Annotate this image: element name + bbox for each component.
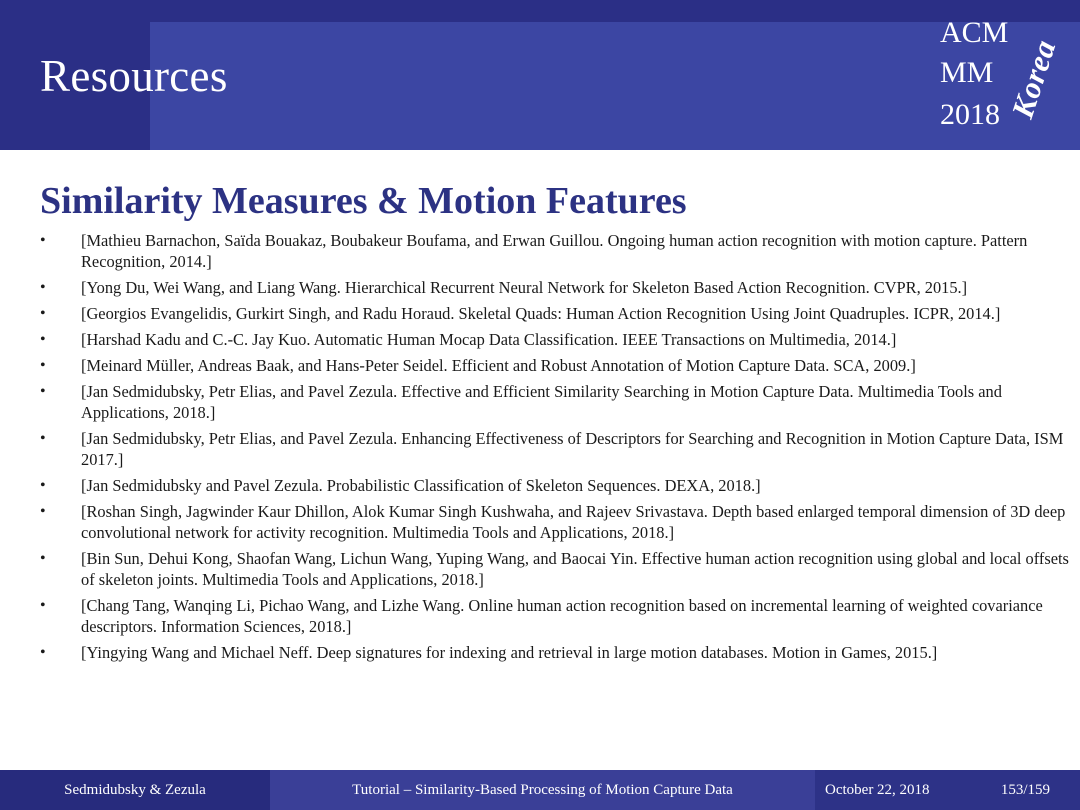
reference-text: [Bin Sun, Dehui Kong, Shaofan Wang, Lichun Wang, Yuping Wang, and Baocai Yin. Effective human action recognition using global and local offsets of skeleton joints. Multimedia Tools and Applications, 2018.] — [81, 549, 1069, 589]
slide-title: Resources — [40, 51, 228, 101]
reference-item — [40, 277, 1070, 298]
reference-item — [40, 381, 1070, 423]
reference-text: [Roshan Singh, Jagwinder Kaur Dhillon, Alok Kumar Singh Kushwaha, and Rajeev Srivastava. Depth based enlarged temporal dimension of 3D deep convolutional network for activity recognition. Multimedia Tools and Applications, 2018.] — [81, 502, 1066, 542]
reference-text: [Yong Du, Wei Wang, and Liang Wang. Hierarchical Recurrent Neural Network for Skeleton Based Action Recognition. CVPR, 2015.] — [81, 278, 968, 297]
bullet-icon: • — [40, 331, 46, 348]
reference-item — [40, 595, 1070, 637]
bullet-icon: • — [40, 383, 46, 400]
reference-list — [40, 230, 1070, 668]
footer-authors: Sedmidubsky & Zezula — [0, 770, 270, 810]
bullet-icon: • — [40, 477, 46, 494]
reference-text: [Mathieu Barnachon, Saïda Bouakaz, Boubakeur Boufama, and Erwan Guillou. Ongoing human action recognition with motion capture. Pattern Recognition, 2014.] — [81, 231, 1028, 271]
footer-bar — [0, 770, 1080, 810]
footer-title: Tutorial – Similarity-Based Processing of Motion Capture Data — [270, 770, 815, 810]
reference-text: [Yingying Wang and Michael Neff. Deep signatures for indexing and retrieval in large motion databases. Motion in Games, 2015.] — [81, 643, 938, 662]
bullet-icon: • — [40, 279, 46, 296]
reference-text: [Jan Sedmidubsky, Petr Elias, and Pavel Zezula. Effective and Efficient Similarity Searching in Motion Capture Data. Multimedia Tools and Applications, 2018.] — [81, 382, 1002, 422]
reference-text: [Harshad Kadu and C.-C. Jay Kuo. Automatic Human Mocap Data Classification. IEEE Transactions on Multimedia, 2014.] — [81, 330, 897, 349]
logo-line-acm: ACM — [940, 16, 1009, 49]
reference-item — [40, 501, 1070, 543]
reference-item — [40, 230, 1070, 272]
logo-korea-text: Korea — [1004, 35, 1063, 123]
bullet-icon: • — [40, 357, 46, 374]
bullet-icon: • — [40, 597, 46, 614]
reference-text: [Jan Sedmidubsky, Petr Elias, and Pavel Zezula. Enhancing Effectiveness of Descriptors for Searching and Recognition in Motion Capture Data, ISM 2017.] — [81, 429, 1064, 469]
bullet-icon: • — [40, 232, 46, 249]
bullet-icon: • — [40, 644, 46, 661]
footer-date: October 22, 2018 — [825, 782, 930, 798]
reference-text: [Georgios Evangelidis, Gurkirt Singh, and Radu Horaud. Skeletal Quads: Human Action Recognition Using Joint Quadruples. ICPR, 2014.] — [81, 304, 1001, 323]
logo-line-mm: MM — [940, 56, 994, 89]
footer-date-panel — [815, 770, 1080, 810]
reference-text: [Meinard Müller, Andreas Baak, and Hans-Peter Seidel. Efficient and Robust Annotation of Motion Capture Data. SCA, 2009.] — [81, 356, 916, 375]
reference-item — [40, 355, 1070, 376]
reference-text: [Chang Tang, Wanqing Li, Pichao Wang, and Lizhe Wang. Online human action recognition based on incremental learning of weighted covariance descriptors. Information Sciences, 2018.] — [81, 596, 1043, 636]
footer-page-number: 153/159 — [1000, 782, 1050, 798]
reference-item — [40, 428, 1070, 470]
reference-item — [40, 475, 1070, 496]
reference-item — [40, 548, 1070, 590]
acm-mm-2018-logo — [940, 14, 1070, 134]
logo-line-year: 2018 — [940, 98, 1000, 131]
bullet-icon: • — [40, 305, 46, 322]
reference-item — [40, 329, 1070, 350]
logo-korea-script — [1004, 24, 1063, 134]
reference-item — [40, 303, 1070, 324]
reference-item — [40, 642, 1070, 663]
bullet-icon: • — [40, 430, 46, 447]
header-bar — [0, 0, 1080, 150]
section-heading: Similarity Measures & Motion Features — [40, 180, 687, 222]
reference-text: [Jan Sedmidubsky and Pavel Zezula. Probabilistic Classification of Skeleton Sequences. DEXA, 2018.] — [81, 476, 761, 495]
bullet-icon: • — [40, 550, 46, 567]
bullet-icon: • — [40, 503, 46, 520]
